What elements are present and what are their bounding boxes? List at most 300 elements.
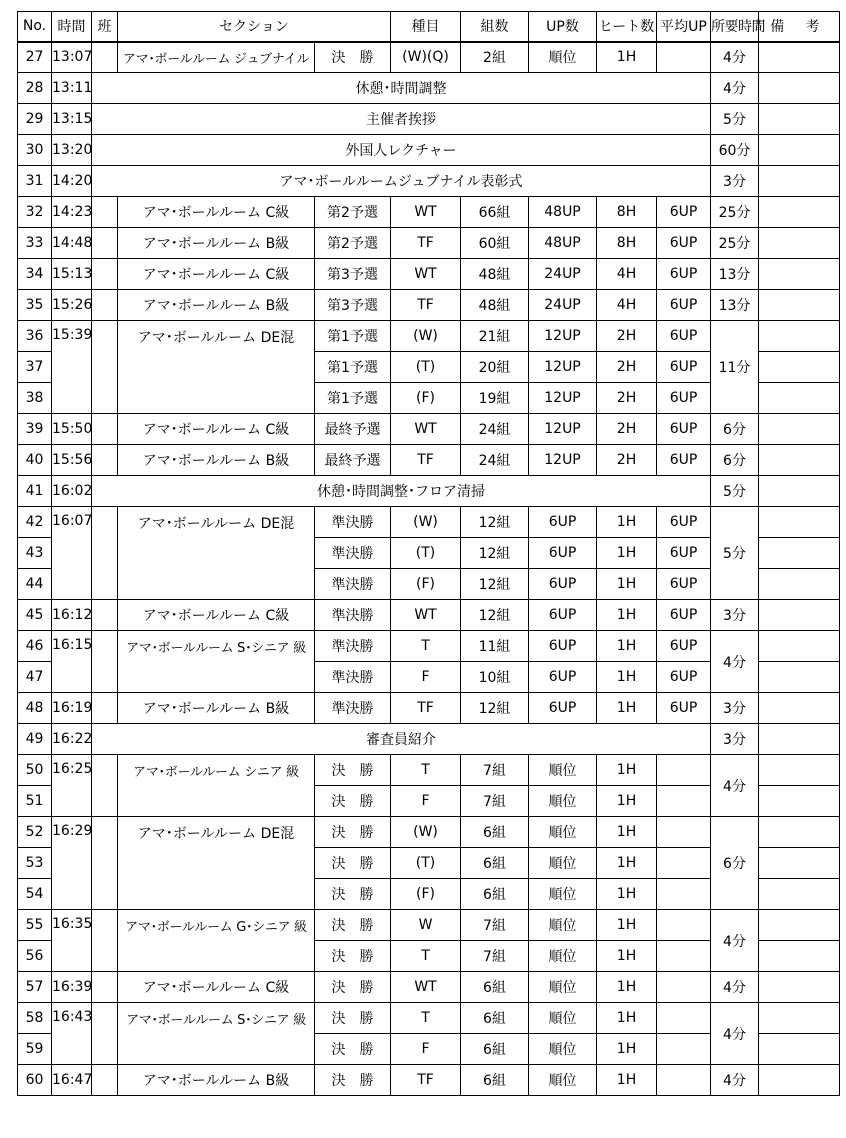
type-cell: F <box>391 662 461 693</box>
han-cell <box>92 507 118 600</box>
heats-cell: 2H <box>597 383 657 414</box>
groups-cell: 2組 <box>461 42 529 73</box>
avg-up-cell: 6UP <box>657 693 711 724</box>
section-cell: アマ･ボールルーム B級 <box>118 290 315 321</box>
notes-cell <box>759 600 840 631</box>
heats-cell: 1H <box>597 972 657 1003</box>
section-cell: アマ･ボールルーム B級 <box>118 228 315 259</box>
row-no: 46 <box>18 631 52 662</box>
header-heats: ヒート数 <box>597 12 657 42</box>
notes-cell <box>759 1065 840 1096</box>
table-row <box>18 972 840 1003</box>
round-cell: 準決勝 <box>315 507 391 538</box>
han-cell <box>92 755 118 817</box>
notes-cell <box>759 910 840 941</box>
type-cell: WT <box>391 259 461 290</box>
row-no: 47 <box>18 662 52 693</box>
row-no: 53 <box>18 848 52 879</box>
duration-cell: 5分 <box>711 104 759 135</box>
row-no: 51 <box>18 786 52 817</box>
groups-cell: 12組 <box>461 507 529 538</box>
type-cell: F <box>391 786 461 817</box>
round-cell: 決 勝 <box>315 755 391 786</box>
time-cell: 15:26 <box>52 290 92 321</box>
up-cell: 順位 <box>529 755 597 786</box>
merged-event-cell: 主催者挨拶 <box>92 104 711 135</box>
up-cell: 6UP <box>529 631 597 662</box>
time-cell: 16:15 <box>52 631 92 693</box>
avg-up-cell: 6UP <box>657 445 711 476</box>
heats-cell: 8H <box>597 228 657 259</box>
avg-up-cell: 6UP <box>657 290 711 321</box>
groups-cell: 20組 <box>461 352 529 383</box>
merged-event-cell: 審査員紹介 <box>92 724 711 755</box>
section-cell: アマ･ボールルーム C級 <box>118 197 315 228</box>
table-row <box>18 166 840 197</box>
round-cell: 最終予選 <box>315 445 391 476</box>
avg-up-cell <box>657 786 711 817</box>
heats-cell: 1H <box>597 42 657 73</box>
han-cell <box>92 600 118 631</box>
up-cell: 順位 <box>529 817 597 848</box>
up-cell: 6UP <box>529 600 597 631</box>
duration-cell: 60分 <box>711 135 759 166</box>
duration-cell: 4分 <box>711 42 759 73</box>
han-cell <box>92 259 118 290</box>
section-cell: アマ･ボールルーム S･シニア 級 <box>118 1003 315 1065</box>
table-row <box>18 1003 840 1034</box>
duration-cell: 3分 <box>711 600 759 631</box>
row-no: 59 <box>18 1034 52 1065</box>
row-no: 36 <box>18 321 52 352</box>
time-cell: 14:48 <box>52 228 92 259</box>
heats-cell: 1H <box>597 600 657 631</box>
avg-up-cell: 6UP <box>657 383 711 414</box>
round-cell: 第2予選 <box>315 228 391 259</box>
table-row <box>18 445 840 476</box>
row-no: 54 <box>18 879 52 910</box>
avg-up-cell <box>657 941 711 972</box>
row-no: 38 <box>18 383 52 414</box>
duration-cell: 3分 <box>711 166 759 197</box>
up-cell: 48UP <box>529 228 597 259</box>
round-cell: 準決勝 <box>315 569 391 600</box>
up-cell: 6UP <box>529 662 597 693</box>
round-cell: 第3予選 <box>315 259 391 290</box>
up-cell: 6UP <box>529 507 597 538</box>
table-row <box>18 414 840 445</box>
up-cell: 順位 <box>529 879 597 910</box>
up-cell: 12UP <box>529 383 597 414</box>
table-row <box>18 724 840 755</box>
type-cell: WT <box>391 414 461 445</box>
notes-cell <box>759 755 840 786</box>
row-no: 28 <box>18 73 52 104</box>
header-section: セクション <box>118 12 391 42</box>
avg-up-cell <box>657 1003 711 1034</box>
round-cell: 準決勝 <box>315 662 391 693</box>
round-cell: 決 勝 <box>315 1003 391 1034</box>
heats-cell: 1H <box>597 848 657 879</box>
groups-cell: 21組 <box>461 321 529 352</box>
merged-event-cell: アマ･ボールルームジュブナイル表彰式 <box>92 166 711 197</box>
section-cell: アマ･ボールルーム B級 <box>118 693 315 724</box>
notes-cell <box>759 445 840 476</box>
up-cell: 24UP <box>529 290 597 321</box>
time-cell: 16:22 <box>52 724 92 755</box>
han-cell <box>92 972 118 1003</box>
round-cell: 決 勝 <box>315 910 391 941</box>
time-cell: 16:43 <box>52 1003 92 1065</box>
type-cell: T <box>391 1003 461 1034</box>
header-notes: 備 考 <box>759 12 840 42</box>
section-cell: アマ･ボールルーム C級 <box>118 414 315 445</box>
duration-cell: 4分 <box>711 1065 759 1096</box>
avg-up-cell: 6UP <box>657 197 711 228</box>
notes-cell <box>759 693 840 724</box>
schedule-body <box>18 42 840 1096</box>
duration-cell: 4分 <box>711 910 759 972</box>
row-no: 49 <box>18 724 52 755</box>
table-row <box>18 631 840 662</box>
groups-cell: 6組 <box>461 817 529 848</box>
groups-cell: 12組 <box>461 569 529 600</box>
duration-cell: 25分 <box>711 197 759 228</box>
time-cell: 16:19 <box>52 693 92 724</box>
table-row <box>18 104 840 135</box>
duration-cell: 25分 <box>711 228 759 259</box>
type-cell: (F) <box>391 383 461 414</box>
avg-up-cell: 6UP <box>657 321 711 352</box>
notes-cell <box>759 166 840 197</box>
table-row <box>18 321 840 352</box>
han-cell <box>92 228 118 259</box>
round-cell: 準決勝 <box>315 693 391 724</box>
table-row <box>18 259 840 290</box>
heats-cell: 1H <box>597 693 657 724</box>
type-cell: W <box>391 910 461 941</box>
up-cell: 順位 <box>529 941 597 972</box>
type-cell: T <box>391 631 461 662</box>
round-cell: 第1予選 <box>315 321 391 352</box>
avg-up-cell <box>657 817 711 848</box>
groups-cell: 60組 <box>461 228 529 259</box>
notes-cell <box>759 1003 840 1034</box>
up-cell: 順位 <box>529 42 597 73</box>
up-cell: 12UP <box>529 352 597 383</box>
round-cell: 決 勝 <box>315 42 391 73</box>
groups-cell: 24組 <box>461 414 529 445</box>
table-row <box>18 42 840 73</box>
header-han: 班 <box>92 12 118 42</box>
row-no: 34 <box>18 259 52 290</box>
type-cell: WT <box>391 600 461 631</box>
notes-cell <box>759 352 840 383</box>
type-cell: T <box>391 755 461 786</box>
duration-cell: 6分 <box>711 445 759 476</box>
notes-cell <box>759 42 840 73</box>
time-cell: 15:13 <box>52 259 92 290</box>
up-cell: 24UP <box>529 259 597 290</box>
groups-cell: 7組 <box>461 755 529 786</box>
heats-cell: 1H <box>597 910 657 941</box>
notes-cell <box>759 786 840 817</box>
groups-cell: 11組 <box>461 631 529 662</box>
row-no: 48 <box>18 693 52 724</box>
groups-cell: 6組 <box>461 1003 529 1034</box>
type-cell: TF <box>391 290 461 321</box>
avg-up-cell <box>657 1034 711 1065</box>
avg-up-cell <box>657 848 711 879</box>
duration-cell: 4分 <box>711 755 759 817</box>
heats-cell: 1H <box>597 1003 657 1034</box>
han-cell <box>92 910 118 972</box>
up-cell: 順位 <box>529 1034 597 1065</box>
heats-cell: 2H <box>597 445 657 476</box>
up-cell: 6UP <box>529 693 597 724</box>
avg-up-cell: 6UP <box>657 538 711 569</box>
round-cell: 第1予選 <box>315 383 391 414</box>
groups-cell: 6組 <box>461 848 529 879</box>
notes-cell <box>759 197 840 228</box>
row-no: 52 <box>18 817 52 848</box>
groups-cell: 7組 <box>461 941 529 972</box>
type-cell: F <box>391 1034 461 1065</box>
heats-cell: 1H <box>597 786 657 817</box>
avg-up-cell: 6UP <box>657 600 711 631</box>
table-row <box>18 1065 840 1096</box>
groups-cell: 7組 <box>461 910 529 941</box>
time-cell: 16:12 <box>52 600 92 631</box>
avg-up-cell <box>657 972 711 1003</box>
notes-cell <box>759 104 840 135</box>
time-cell: 16:02 <box>52 476 92 507</box>
time-cell: 16:25 <box>52 755 92 817</box>
header-groups: 組数 <box>461 12 529 42</box>
table-row <box>18 693 840 724</box>
section-cell: アマ･ボールルーム DE混 <box>118 321 315 414</box>
groups-cell: 6組 <box>461 1065 529 1096</box>
round-cell: 決 勝 <box>315 1065 391 1096</box>
section-cell: アマ･ボールルーム C級 <box>118 972 315 1003</box>
up-cell: 6UP <box>529 569 597 600</box>
row-no: 58 <box>18 1003 52 1034</box>
round-cell: 準決勝 <box>315 631 391 662</box>
avg-up-cell <box>657 910 711 941</box>
type-cell: (W) <box>391 321 461 352</box>
round-cell: 第3予選 <box>315 290 391 321</box>
heats-cell: 2H <box>597 321 657 352</box>
time-cell: 16:29 <box>52 817 92 910</box>
section-cell: アマ･ボールルーム S･シニア 級 <box>118 631 315 693</box>
row-no: 44 <box>18 569 52 600</box>
avg-up-cell <box>657 1065 711 1096</box>
up-cell: 6UP <box>529 538 597 569</box>
round-cell: 決 勝 <box>315 786 391 817</box>
round-cell: 決 勝 <box>315 972 391 1003</box>
type-cell: TF <box>391 445 461 476</box>
notes-cell <box>759 538 840 569</box>
table-row <box>18 910 840 941</box>
header-avg-up: 平均UP <box>657 12 711 42</box>
type-cell: (W) <box>391 507 461 538</box>
up-cell: 順位 <box>529 972 597 1003</box>
heats-cell: 1H <box>597 879 657 910</box>
round-cell: 決 勝 <box>315 879 391 910</box>
notes-cell <box>759 259 840 290</box>
up-cell: 順位 <box>529 910 597 941</box>
notes-cell <box>759 631 840 662</box>
notes-cell <box>759 290 840 321</box>
duration-cell: 3分 <box>711 693 759 724</box>
avg-up-cell: 6UP <box>657 259 711 290</box>
avg-up-cell <box>657 879 711 910</box>
up-cell: 12UP <box>529 414 597 445</box>
header-type: 種目 <box>391 12 461 42</box>
time-cell: 16:47 <box>52 1065 92 1096</box>
section-cell: アマ･ボールルーム ジュブナイル <box>118 42 315 73</box>
notes-cell <box>759 972 840 1003</box>
row-no: 29 <box>18 104 52 135</box>
heats-cell: 4H <box>597 259 657 290</box>
heats-cell: 1H <box>597 662 657 693</box>
row-no: 31 <box>18 166 52 197</box>
section-cell: アマ･ボールルーム DE混 <box>118 507 315 600</box>
table-row <box>18 817 840 848</box>
groups-cell: 7組 <box>461 786 529 817</box>
heats-cell: 4H <box>597 290 657 321</box>
time-cell: 15:39 <box>52 321 92 414</box>
table-row <box>18 600 840 631</box>
schedule-table <box>17 11 840 1096</box>
up-cell: 48UP <box>529 197 597 228</box>
time-cell: 13:15 <box>52 104 92 135</box>
type-cell: TF <box>391 228 461 259</box>
table-row <box>18 507 840 538</box>
section-cell: アマ･ボールルーム C級 <box>118 600 315 631</box>
duration-cell: 5分 <box>711 476 759 507</box>
groups-cell: 6組 <box>461 1034 529 1065</box>
round-cell: 決 勝 <box>315 1034 391 1065</box>
table-row <box>18 755 840 786</box>
notes-cell <box>759 941 840 972</box>
row-no: 60 <box>18 1065 52 1096</box>
time-cell: 15:50 <box>52 414 92 445</box>
up-cell: 順位 <box>529 848 597 879</box>
header-duration: 所要時間 <box>711 12 759 42</box>
time-cell: 13:20 <box>52 135 92 166</box>
han-cell <box>92 42 118 73</box>
row-no: 42 <box>18 507 52 538</box>
duration-cell: 4分 <box>711 631 759 693</box>
han-cell <box>92 290 118 321</box>
header-row <box>18 12 840 42</box>
heats-cell: 1H <box>597 538 657 569</box>
round-cell: 準決勝 <box>315 538 391 569</box>
up-cell: 順位 <box>529 786 597 817</box>
row-no: 41 <box>18 476 52 507</box>
table-row <box>18 73 840 104</box>
round-cell: 最終予選 <box>315 414 391 445</box>
groups-cell: 66組 <box>461 197 529 228</box>
heats-cell: 1H <box>597 1034 657 1065</box>
duration-cell: 6分 <box>711 414 759 445</box>
groups-cell: 12組 <box>461 538 529 569</box>
groups-cell: 24組 <box>461 445 529 476</box>
heats-cell: 1H <box>597 1065 657 1096</box>
row-no: 57 <box>18 972 52 1003</box>
merged-event-cell: 休憩･時間調整･フロア清掃 <box>92 476 711 507</box>
up-cell: 順位 <box>529 1003 597 1034</box>
table-row <box>18 476 840 507</box>
type-cell: TF <box>391 1065 461 1096</box>
time-cell: 16:35 <box>52 910 92 972</box>
table-row <box>18 228 840 259</box>
avg-up-cell <box>657 42 711 73</box>
duration-cell: 13分 <box>711 290 759 321</box>
notes-cell <box>759 724 840 755</box>
notes-cell <box>759 383 840 414</box>
notes-cell <box>759 228 840 259</box>
row-no: 30 <box>18 135 52 166</box>
row-no: 45 <box>18 600 52 631</box>
notes-cell <box>759 848 840 879</box>
groups-cell: 19組 <box>461 383 529 414</box>
row-no: 37 <box>18 352 52 383</box>
groups-cell: 12組 <box>461 693 529 724</box>
row-no: 56 <box>18 941 52 972</box>
han-cell <box>92 445 118 476</box>
time-cell: 14:20 <box>52 166 92 197</box>
merged-event-cell: 外国人レクチャー <box>92 135 711 166</box>
han-cell <box>92 414 118 445</box>
type-cell: (W)(Q) <box>391 42 461 73</box>
notes-cell <box>759 817 840 848</box>
heats-cell: 1H <box>597 817 657 848</box>
notes-cell <box>759 662 840 693</box>
section-cell: アマ･ボールルーム C級 <box>118 259 315 290</box>
round-cell: 決 勝 <box>315 848 391 879</box>
row-no: 35 <box>18 290 52 321</box>
heats-cell: 1H <box>597 941 657 972</box>
notes-cell <box>759 73 840 104</box>
duration-cell: 13分 <box>711 259 759 290</box>
heats-cell: 1H <box>597 569 657 600</box>
han-cell <box>92 1065 118 1096</box>
duration-cell: 6分 <box>711 817 759 910</box>
groups-cell: 6組 <box>461 972 529 1003</box>
type-cell: (T) <box>391 352 461 383</box>
han-cell <box>92 197 118 228</box>
han-cell <box>92 1003 118 1065</box>
notes-cell <box>759 1034 840 1065</box>
section-cell: アマ･ボールルーム DE混 <box>118 817 315 910</box>
groups-cell: 6組 <box>461 879 529 910</box>
heats-cell: 2H <box>597 352 657 383</box>
type-cell: WT <box>391 197 461 228</box>
han-cell <box>92 693 118 724</box>
time-cell: 15:56 <box>52 445 92 476</box>
type-cell: (F) <box>391 879 461 910</box>
round-cell: 第2予選 <box>315 197 391 228</box>
han-cell <box>92 631 118 693</box>
row-no: 43 <box>18 538 52 569</box>
table-row <box>18 290 840 321</box>
groups-cell: 12組 <box>461 600 529 631</box>
time-cell: 16:39 <box>52 972 92 1003</box>
row-no: 40 <box>18 445 52 476</box>
heats-cell: 1H <box>597 507 657 538</box>
